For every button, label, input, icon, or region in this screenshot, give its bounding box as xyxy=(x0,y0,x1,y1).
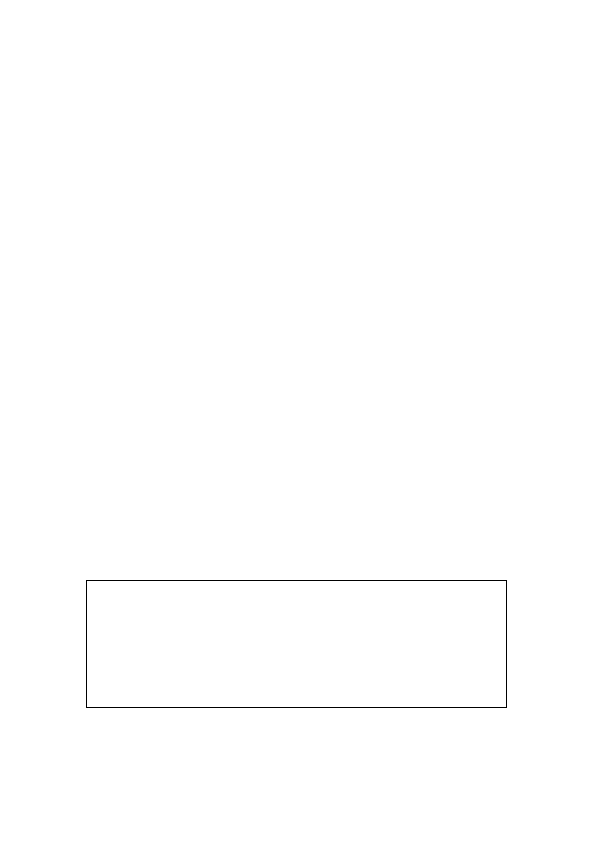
box-spacer xyxy=(97,584,496,598)
note-box xyxy=(86,580,507,708)
